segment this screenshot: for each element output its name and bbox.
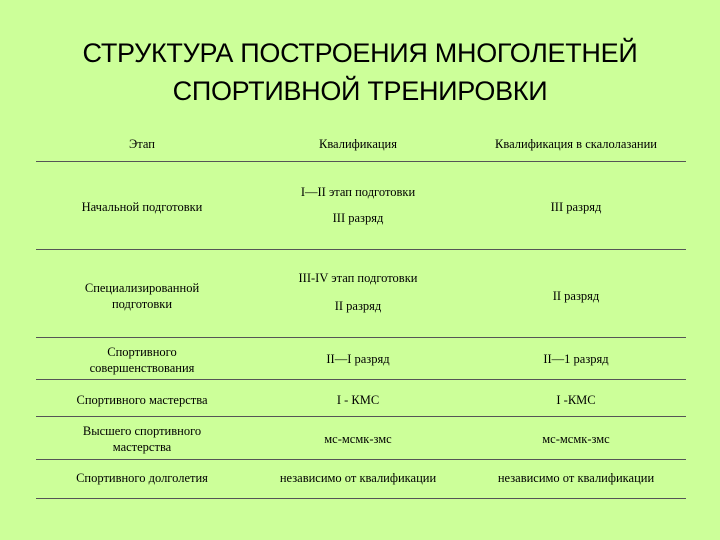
table-row	[36, 338, 686, 380]
table-header-row	[36, 122, 686, 162]
qualification-cell: мс-мсмк-змс	[324, 432, 392, 446]
stage-cell: Спортивного мастерства	[76, 393, 208, 407]
table-row	[36, 460, 686, 499]
table-row	[36, 250, 686, 338]
climbing-cell: III разряд	[550, 200, 602, 214]
table-row	[36, 417, 686, 460]
stage-cell: Начальной подготовки	[81, 200, 203, 214]
climbing-cell: независимо от квалификации	[497, 471, 655, 485]
header-climbing-qualification: Квалификация в скалолазании	[495, 137, 657, 151]
qualification-cell: I - КМС	[336, 393, 380, 407]
qualification-cell: III-IV этап подготовки II разряд	[298, 271, 418, 313]
page-title	[0, 34, 720, 110]
title-line-1: СТРУКТУРА ПОСТРОЕНИЯ МНОГОЛЕТНЕЙ	[82, 38, 638, 68]
qualification-cell: II—I разряд	[326, 352, 390, 366]
table-row	[36, 380, 686, 417]
climbing-cell: I -КМС	[556, 393, 596, 407]
title-line-2: СПОРТИВНОЙ ТРЕНИРОВКИ	[172, 76, 548, 106]
climbing-cell: II—1 разряд	[543, 352, 609, 366]
climbing-cell: мс-мсмк-змс	[542, 432, 610, 446]
stage-cell: Спортивного долголетия	[76, 471, 208, 485]
qualification-cell: I—II этап подготовки III разряд	[300, 185, 416, 225]
climbing-cell: II разряд	[552, 289, 600, 303]
stage-cell: Высшего спортивного мастерства	[82, 424, 202, 454]
qualification-cell: независимо от квалификации	[279, 471, 437, 485]
stages-table	[36, 122, 686, 499]
header-stage: Этап	[129, 137, 155, 151]
header-qualification: Квалификация	[318, 137, 397, 151]
stage-cell: Спортивного совершенствования	[89, 345, 195, 375]
table-row	[36, 162, 686, 250]
stage-cell: Специализированной подготовки	[84, 281, 200, 311]
